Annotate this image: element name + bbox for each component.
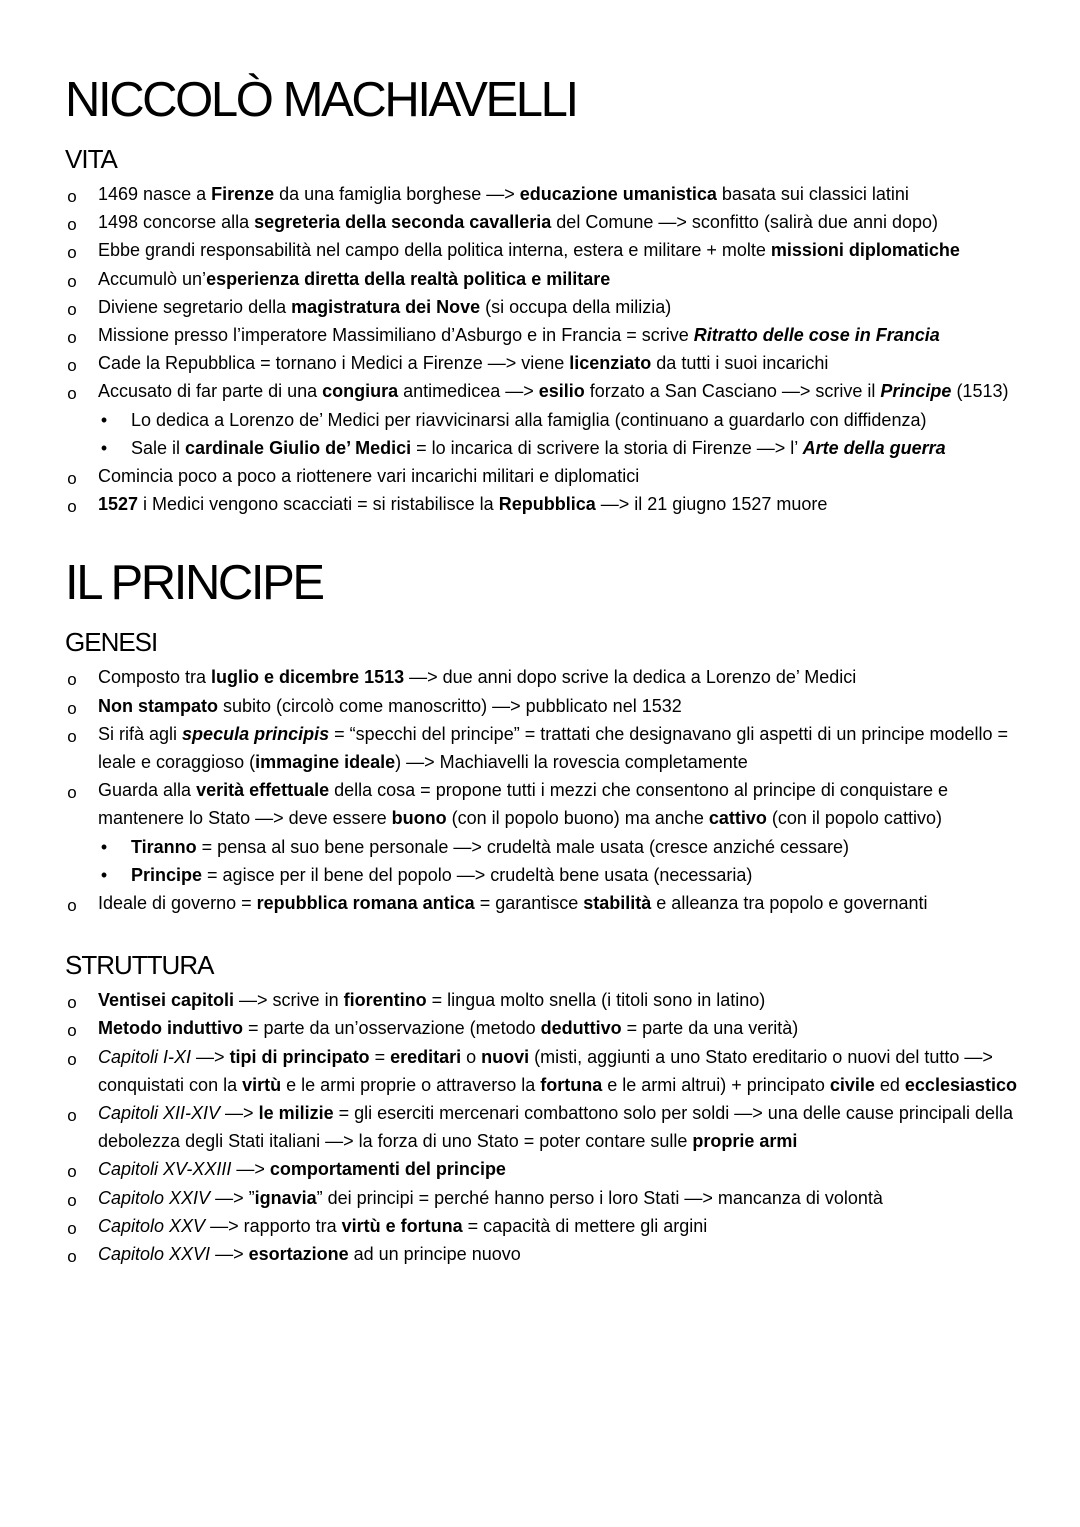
text-segment: ed bbox=[874, 1074, 905, 1095]
bullet-list bbox=[0, 986, 1080, 1268]
bold-text: missioni diplomatiche bbox=[770, 240, 960, 261]
text-segment: = bbox=[369, 1046, 391, 1067]
list-item-line bbox=[98, 804, 1080, 832]
list-item bbox=[0, 406, 1080, 434]
list-item-line bbox=[98, 1014, 1080, 1042]
list-item bbox=[0, 1184, 1080, 1212]
list-item bbox=[0, 1155, 1080, 1183]
list-item-line bbox=[98, 776, 1080, 804]
text-segment: = “specchi del principe” = trattati che designavano gli aspetti di un principe modello = bbox=[329, 723, 1009, 744]
bold-text: Repubblica bbox=[498, 494, 596, 515]
bold-text: le milizie bbox=[258, 1103, 334, 1124]
text-segment: = parte da un’osservazione (metodo bbox=[242, 1018, 541, 1039]
text-segment: della cosa = propone tutti i mezzi che consentono al principe di conquistare e bbox=[329, 780, 948, 801]
text-segment: (1513) bbox=[951, 381, 1009, 402]
list-item bbox=[0, 663, 1080, 691]
list-item-line bbox=[131, 434, 1080, 462]
bold-text: tipi di principato bbox=[229, 1046, 370, 1067]
text-segment: Ideale di governo = bbox=[98, 893, 257, 914]
list-item-line bbox=[98, 1043, 1080, 1071]
text-segment: leale e coraggioso ( bbox=[98, 752, 256, 773]
list-item-line bbox=[98, 462, 1080, 490]
list-item-line bbox=[98, 748, 1080, 776]
bold-italic-text: Principe bbox=[880, 381, 952, 402]
list-item-line bbox=[98, 265, 1080, 293]
subsection bbox=[0, 626, 1080, 917]
bold-text: fiorentino bbox=[343, 990, 427, 1011]
list-item bbox=[0, 1043, 1080, 1099]
text-segment: Guarda alla bbox=[98, 780, 197, 801]
bold-text: cattivo bbox=[708, 808, 767, 829]
list-item bbox=[0, 692, 1080, 720]
list-item-line bbox=[98, 1212, 1080, 1240]
bold-text: Non stampato bbox=[98, 695, 219, 716]
section-title: NICCOLÒ MACHIAVELLI bbox=[65, 73, 577, 127]
list-item bbox=[0, 321, 1080, 349]
text-segment: = parte da una verità) bbox=[621, 1018, 799, 1039]
bold-text: immagine ideale bbox=[255, 752, 396, 773]
list-item-line bbox=[98, 889, 1080, 917]
bold-text: segreteria della seconda cavalleria bbox=[254, 212, 552, 233]
text-segment: 1498 concorse alla bbox=[98, 212, 255, 233]
list-item-line bbox=[98, 1071, 1080, 1099]
list-item bbox=[0, 776, 1080, 832]
bold-text: esortazione bbox=[248, 1244, 349, 1265]
bold-italic-text: Arte della guerra bbox=[802, 437, 946, 458]
text-segment: —> ” bbox=[210, 1187, 255, 1208]
list-item bbox=[0, 490, 1080, 518]
text-segment: —> scrive in bbox=[234, 990, 344, 1011]
text-segment: debolezza degli Stati italiani —> la forza di uno Stato = poter contare sulle bbox=[98, 1131, 693, 1152]
text-segment: = agisce per il bene del popolo —> crudeltà bene usata (necessaria) bbox=[202, 864, 753, 885]
text-segment: antimedicea —> bbox=[398, 381, 539, 402]
section-title: IL PRINCIPE bbox=[65, 556, 323, 611]
text-segment: ) —> Machiavelli la rovescia completamente bbox=[395, 752, 748, 773]
bold-text: congiura bbox=[322, 381, 399, 402]
list-item bbox=[0, 377, 1080, 405]
list-item bbox=[0, 462, 1080, 490]
list-item-line bbox=[131, 861, 1080, 889]
text-segment: ” dei principi = perché hanno perso i loro Stati —> mancanza di volontà bbox=[316, 1187, 883, 1208]
text-segment: Composto tra bbox=[98, 667, 212, 688]
text-segment: del Comune —> sconfitto (salirà due anni dopo) bbox=[551, 212, 939, 233]
bold-text: Tiranno bbox=[131, 836, 197, 857]
bold-text: luglio e dicembre 1513 bbox=[211, 667, 405, 688]
list-item bbox=[0, 861, 1080, 889]
text-segment: 1469 nasce a bbox=[98, 184, 212, 204]
list-item-line bbox=[98, 349, 1080, 377]
list-item-line bbox=[98, 1155, 1080, 1183]
bullet-icon bbox=[98, 406, 110, 434]
text-segment: —> due anni dopo scrive la dedica a Lorenzo de’ Medici bbox=[404, 667, 857, 688]
text-segment: —> il 21 giugno 1527 muore bbox=[595, 494, 828, 515]
list-item bbox=[0, 833, 1080, 861]
bold-text: buono bbox=[391, 808, 447, 829]
bold-text: educazione umanistica bbox=[519, 184, 717, 204]
text-segment: Accusato di far parte di una bbox=[98, 381, 323, 402]
hollow-bullet-icon bbox=[66, 722, 78, 753]
list-item-line bbox=[98, 663, 1080, 691]
document-section bbox=[0, 72, 1080, 518]
list-item-line bbox=[131, 833, 1080, 861]
list-item-line bbox=[98, 692, 1080, 720]
list-item bbox=[0, 293, 1080, 321]
text-segment: Diviene segretario della bbox=[98, 296, 292, 317]
text-segment: = garantisce bbox=[474, 893, 584, 914]
text-segment: (con il popolo buono) ma anche bbox=[446, 808, 709, 829]
bold-text: verità effettuale bbox=[196, 780, 330, 801]
bold-text: virtù bbox=[242, 1074, 282, 1095]
subsection bbox=[0, 143, 1080, 518]
list-item bbox=[0, 889, 1080, 917]
text-segment: e le armi altrui) + principato bbox=[602, 1074, 830, 1095]
italic-text: Capitolo XXV bbox=[98, 1215, 206, 1236]
bullet-list bbox=[0, 663, 1080, 917]
text-segment: e alleanza tra popolo e governanti bbox=[651, 893, 928, 914]
list-item bbox=[0, 208, 1080, 236]
text-segment: e le armi proprie o attraverso la bbox=[281, 1074, 541, 1095]
text-segment: —> rapporto tra bbox=[205, 1215, 342, 1236]
bold-text: civile bbox=[829, 1074, 875, 1095]
italic-text: Capitoli I-XI bbox=[98, 1046, 192, 1067]
list-item-line bbox=[98, 986, 1080, 1014]
text-segment: (con il popolo cattivo) bbox=[766, 808, 942, 829]
bold-text: Ventisei capitoli bbox=[98, 990, 235, 1011]
list-item-line bbox=[98, 1127, 1080, 1155]
bold-text: cardinale Giulio de’ Medici bbox=[185, 437, 412, 458]
list-item bbox=[0, 986, 1080, 1014]
text-segment: subito (circolò come manoscritto) —> pubblicato nel 1532 bbox=[218, 695, 682, 716]
list-item-line bbox=[98, 1184, 1080, 1212]
list-item-line bbox=[98, 180, 1080, 208]
italic-text: Capitoli XV-XXIII bbox=[98, 1159, 232, 1180]
bold-text: ecclesiastico bbox=[904, 1074, 1017, 1095]
bold-text: nuovi bbox=[481, 1046, 530, 1067]
text-segment: conquistati con la bbox=[98, 1074, 243, 1095]
text-segment: = pensa al suo bene personale —> crudeltà male usata (cresce anziché cessare) bbox=[196, 836, 850, 857]
text-segment: = gli eserciti mercenari combattono solo per soldi —> una delle cause principali della bbox=[333, 1103, 1013, 1124]
text-segment: (si occupa della milizia) bbox=[480, 296, 672, 317]
bold-text: virtù e fortuna bbox=[341, 1215, 463, 1236]
list-item bbox=[0, 1014, 1080, 1042]
text-segment: = lingua molto snella (i titoli sono in latino) bbox=[426, 990, 766, 1011]
text-segment: basata sui classici latini bbox=[716, 184, 909, 204]
text-segment: Accumulò un’ bbox=[98, 268, 207, 289]
text-segment: ad un principe nuovo bbox=[348, 1244, 521, 1265]
list-item bbox=[0, 1212, 1080, 1240]
list-item bbox=[0, 265, 1080, 293]
list-item-line bbox=[98, 720, 1080, 748]
bold-text: licenziato bbox=[569, 353, 652, 374]
bullet-icon bbox=[98, 434, 110, 462]
text-segment: —> bbox=[220, 1103, 259, 1124]
text-segment: = lo incarica di scrivere la storia di Firenze —> l’ bbox=[411, 437, 803, 458]
text-segment: o bbox=[461, 1046, 482, 1067]
document-section bbox=[0, 555, 1080, 1268]
text-segment: Missione presso l’imperatore Massimiliano d’Asburgo e in Francia = scrive bbox=[98, 325, 694, 346]
subsection-heading: GENESI bbox=[65, 627, 158, 658]
list-item bbox=[0, 434, 1080, 462]
hollow-bullet-icon bbox=[66, 1101, 78, 1132]
subsection bbox=[0, 949, 1080, 1268]
list-item-line bbox=[98, 321, 1080, 349]
subsection-heading: VITA bbox=[65, 144, 117, 174]
text-segment: forzato a San Casciano —> scrive il bbox=[584, 381, 881, 402]
text-segment: da una famiglia borghese —> bbox=[274, 184, 520, 204]
bold-text: Principe bbox=[131, 864, 203, 885]
bullet-icon bbox=[98, 861, 110, 889]
list-item-line bbox=[98, 490, 1080, 518]
text-segment: Sale il bbox=[131, 437, 186, 458]
text-segment: da tutti i suoi incarichi bbox=[651, 353, 829, 374]
text-segment: Ebbe grandi responsabilità nel campo della politica interna, estera e militare + molte bbox=[98, 240, 771, 261]
italic-text: Capitoli XII-XIV bbox=[98, 1103, 221, 1124]
bold-italic-text: Ritratto delle cose in Francia bbox=[693, 325, 940, 346]
text-segment: —> bbox=[191, 1046, 230, 1067]
text-segment: = capacità di mettere gli argini bbox=[462, 1215, 708, 1236]
bold-text: stabilità bbox=[583, 893, 652, 914]
list-item bbox=[0, 1099, 1080, 1155]
bold-text: esilio bbox=[538, 381, 585, 402]
bold-text: magistratura dei Nove bbox=[291, 296, 481, 317]
list-item-line bbox=[98, 1240, 1080, 1268]
text-segment: mantenere lo Stato —> deve essere bbox=[98, 808, 392, 829]
hollow-bullet-icon bbox=[66, 492, 78, 523]
bold-text: ignavia bbox=[254, 1187, 317, 1208]
text-segment: i Medici vengono scacciati = si ristabilisce la bbox=[138, 494, 499, 515]
list-item bbox=[0, 720, 1080, 776]
list-item bbox=[0, 236, 1080, 264]
text-segment: Cade la Repubblica = tornano i Medici a Firenze —> viene bbox=[98, 353, 570, 374]
text-segment: Si rifà agli bbox=[98, 723, 183, 744]
list-item-line bbox=[98, 236, 1080, 264]
bold-text: fortuna bbox=[540, 1074, 603, 1095]
hollow-bullet-icon bbox=[66, 778, 78, 809]
bold-text: Metodo induttivo bbox=[98, 1018, 243, 1039]
hollow-bullet-icon bbox=[66, 1242, 78, 1273]
bullet-list bbox=[0, 180, 1080, 518]
text-segment: (misti, aggiunti a uno Stato ereditario o nuovi del tutto —> bbox=[529, 1046, 993, 1067]
bold-text: ereditari bbox=[390, 1046, 462, 1067]
text-segment: —> bbox=[210, 1244, 249, 1265]
hollow-bullet-icon bbox=[66, 891, 78, 922]
italic-text: Capitolo XXIV bbox=[98, 1187, 211, 1208]
bold-text: Firenze bbox=[211, 184, 275, 204]
text-segment: Comincia poco a poco a riottenere vari incarichi militari e diplomatici bbox=[98, 466, 640, 487]
bold-text: comportamenti del principe bbox=[269, 1159, 506, 1180]
text-segment: Lo dedica a Lorenzo de’ Medici per riavvicinarsi alla famiglia (continuano a guardarlo con diffidenza) bbox=[131, 409, 927, 430]
subsection-heading: STRUTTURA bbox=[65, 950, 214, 981]
list-item-line bbox=[131, 406, 1080, 434]
bold-text: proprie armi bbox=[692, 1131, 798, 1152]
list-item bbox=[0, 180, 1080, 208]
bold-text: 1527 bbox=[98, 494, 139, 515]
list-item-line bbox=[98, 377, 1080, 405]
text-segment: —> bbox=[231, 1159, 270, 1180]
list-item-line bbox=[98, 208, 1080, 236]
list-item bbox=[0, 1240, 1080, 1268]
bold-text: esperienza diretta della realtà politica e militare bbox=[206, 268, 611, 289]
bullet-icon bbox=[98, 833, 110, 861]
italic-text: Capitolo XXVI bbox=[98, 1244, 211, 1265]
list-item-line bbox=[98, 293, 1080, 321]
list-item-line bbox=[98, 1099, 1080, 1127]
list-item bbox=[0, 349, 1080, 377]
hollow-bullet-icon bbox=[66, 1045, 78, 1076]
bold-italic-text: specula principis bbox=[182, 723, 330, 744]
bold-text: repubblica romana antica bbox=[256, 893, 475, 914]
bold-text: deduttivo bbox=[540, 1018, 622, 1039]
